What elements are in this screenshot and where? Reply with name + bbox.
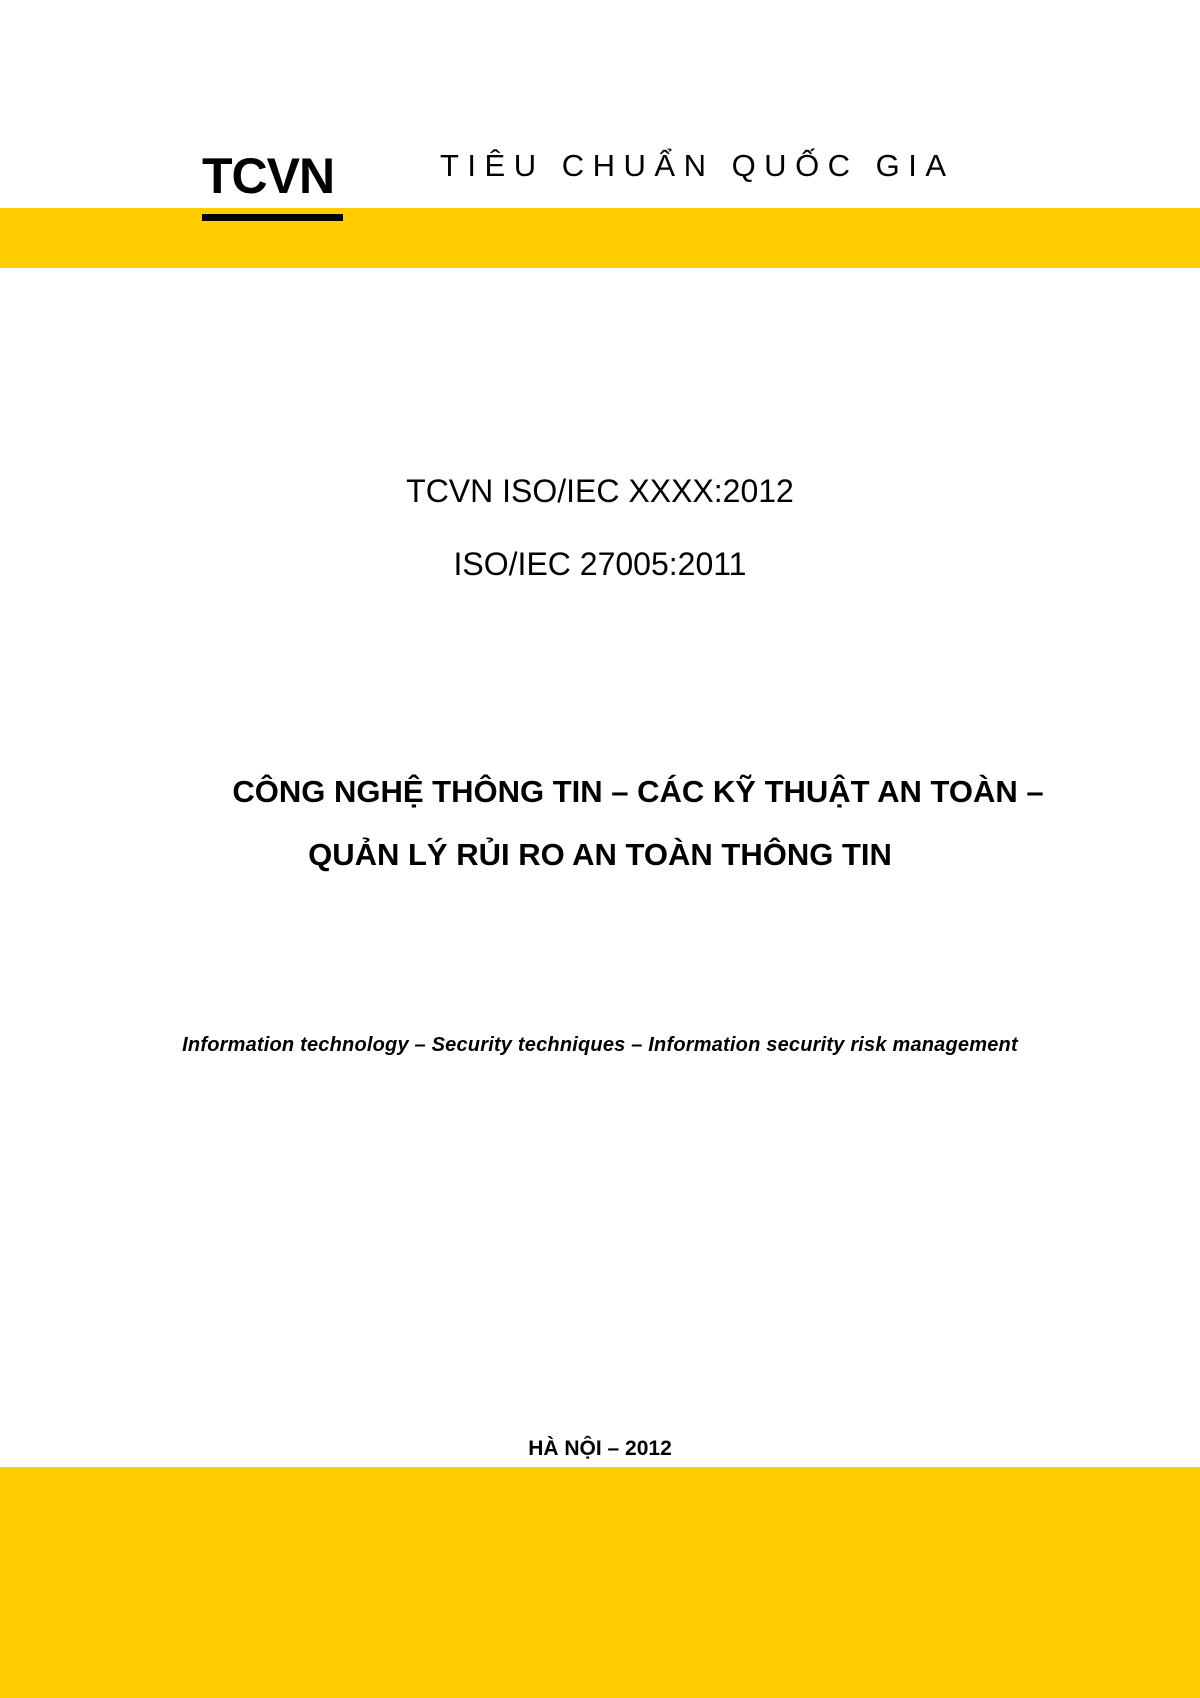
- city-year: HÀ NỘI – 2012: [528, 1437, 672, 1460]
- bottom-yellow-band: [0, 1467, 1200, 1698]
- vietnamese-title-line-2: QUẢN LÝ RỦI RO AN TOÀN THÔNG TIN: [308, 837, 892, 872]
- national-standard-code: TCVN ISO/IEC XXXX:2012: [406, 473, 794, 509]
- top-yellow-band: [0, 208, 1200, 268]
- logo-underline: [202, 214, 343, 221]
- national-standard-label: TIÊU CHUẨN QUỐC GIA: [440, 148, 955, 183]
- english-title: Information technology – Security techniques – Information security risk management: [182, 1034, 1018, 1056]
- international-standard-code: ISO/IEC 27005:2011: [453, 546, 747, 582]
- tcvn-logo: TCVN: [202, 148, 335, 204]
- vietnamese-title-line-1: CÔNG NGHỆ THÔNG TIN – CÁC KỸ THUẬT AN TOÀN –: [232, 774, 1044, 809]
